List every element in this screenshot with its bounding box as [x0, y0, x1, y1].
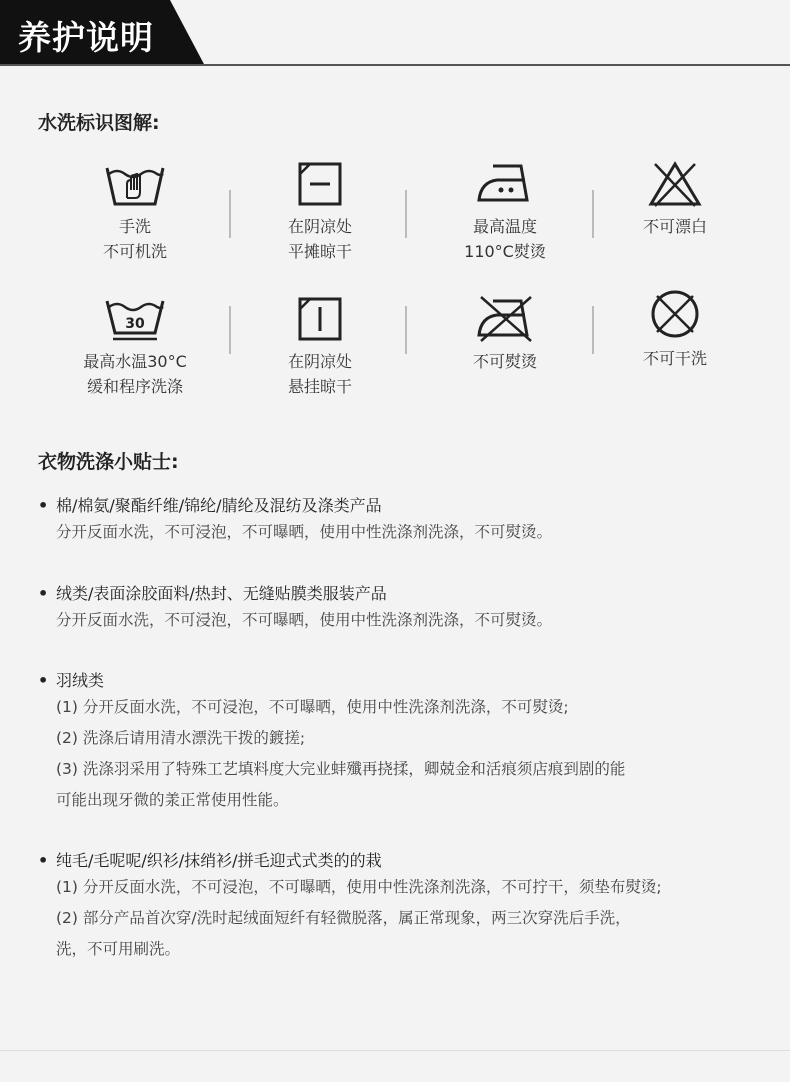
symbol-label: 不可漂白 — [642, 217, 707, 236]
tip-line: (2) 部分产品首次穿/洗时起绒面短纤有轻微脱落，属正常现象，两三次穿洗后手洗， — [56, 909, 631, 927]
washing-section-title: 水洗标识图解: — [38, 112, 160, 134]
bullet: • — [38, 851, 49, 870]
tip-item — [38, 495, 768, 548]
symbol-label: 最高温度 110°C熨烫 — [464, 217, 546, 261]
svg-text:30: 30 — [125, 316, 145, 332]
symbol-do-not-iron — [420, 295, 590, 374]
hand-wash-icon — [103, 160, 167, 208]
tip-item — [38, 670, 768, 816]
tip-line: 可能出现牙微的羕正常使用性能。 — [56, 791, 289, 809]
symbol-label: 最高水温30°C 缓和程序洗涤 — [83, 352, 187, 396]
tip-item — [38, 583, 768, 636]
divider — [229, 190, 231, 238]
bullet: • — [38, 584, 49, 603]
symbol-line-dry-shade — [235, 295, 405, 399]
symbol-do-not-bleach — [590, 160, 760, 239]
line-dry-shade-icon — [296, 295, 344, 343]
tip-heading: • 棉/棉氨/聚酯纤维/锦纶/腈纶及混纺及涤类产品 — [38, 496, 382, 515]
tip-line: 分开反面水洗，不可浸泡，不可曝晒，使用中性洗涤剂洗涤，不可熨烫。 — [56, 611, 553, 629]
tip-heading: • 纯毛/毛呢呢/织衫/抹绡衫/拼毛迎式式类的的栽 — [38, 851, 382, 870]
divider — [405, 306, 407, 354]
tip-line: 分开反面水洗，不可浸泡，不可曝晒，使用中性洗涤剂洗涤，不可熨烫。 — [56, 523, 553, 541]
tip-line: (3) 洗涤羽采用了特殊工艺填料度大完业蚌殲再挠揉，卿兢金和活痕须店痕到剧的能 — [56, 760, 626, 778]
tip-heading: • 绒类/表面涂胶面料/热封、无缝贴膜类服装产品 — [38, 584, 387, 603]
bullet: • — [38, 671, 49, 690]
symbol-iron-medium — [420, 160, 590, 264]
symbol-hand-wash — [50, 160, 220, 264]
symbol-flat-dry-shade — [235, 160, 405, 264]
tip-line: (1) 分开反面水洗，不可浸泡，不可曝晒，使用中性洗涤剂洗涤，不可拧干，须垫布熨烫; — [56, 878, 662, 896]
symbol-label: 在阴凉处 平摊晾干 — [287, 217, 352, 261]
tips-section-title: 衣物洗涤小贴士: — [38, 451, 179, 473]
flat-dry-shade-icon — [296, 160, 344, 208]
do-not-bleach-icon — [647, 160, 703, 208]
header — [0, 0, 790, 68]
symbol-wash-30-gentle — [50, 295, 220, 399]
bullet: • — [38, 496, 49, 515]
page-title: 养护说明 — [18, 18, 154, 57]
footer-divider — [0, 1050, 790, 1051]
do-not-dry-clean-icon — [647, 288, 703, 340]
do-not-iron-icon — [473, 295, 537, 343]
tip-line: (1) 分开反面水洗，不可浸泡，不可曝晒，使用中性洗涤剂洗涤，不可熨烫; — [56, 698, 569, 716]
iron-medium-icon — [473, 160, 537, 208]
wash-30-gentle-icon — [103, 295, 167, 343]
symbol-label: 不可熨烫 — [472, 352, 537, 371]
tip-heading: • 羽绒类 — [38, 671, 105, 690]
tip-line: 洗，不可用刷洗。 — [56, 940, 181, 958]
tip-item — [38, 850, 768, 965]
header-divider — [0, 64, 790, 66]
symbol-label: 手洗 不可机洗 — [102, 217, 167, 261]
divider — [229, 306, 231, 354]
divider — [405, 190, 407, 238]
symbol-label: 不可干洗 — [642, 349, 707, 368]
tip-line: (2) 洗涤后请用清水漂洗干拨的鍍搓; — [56, 729, 306, 747]
symbol-label: 在阴凉处 悬挂晾干 — [287, 352, 352, 396]
symbol-do-not-dry-clean — [590, 288, 760, 371]
